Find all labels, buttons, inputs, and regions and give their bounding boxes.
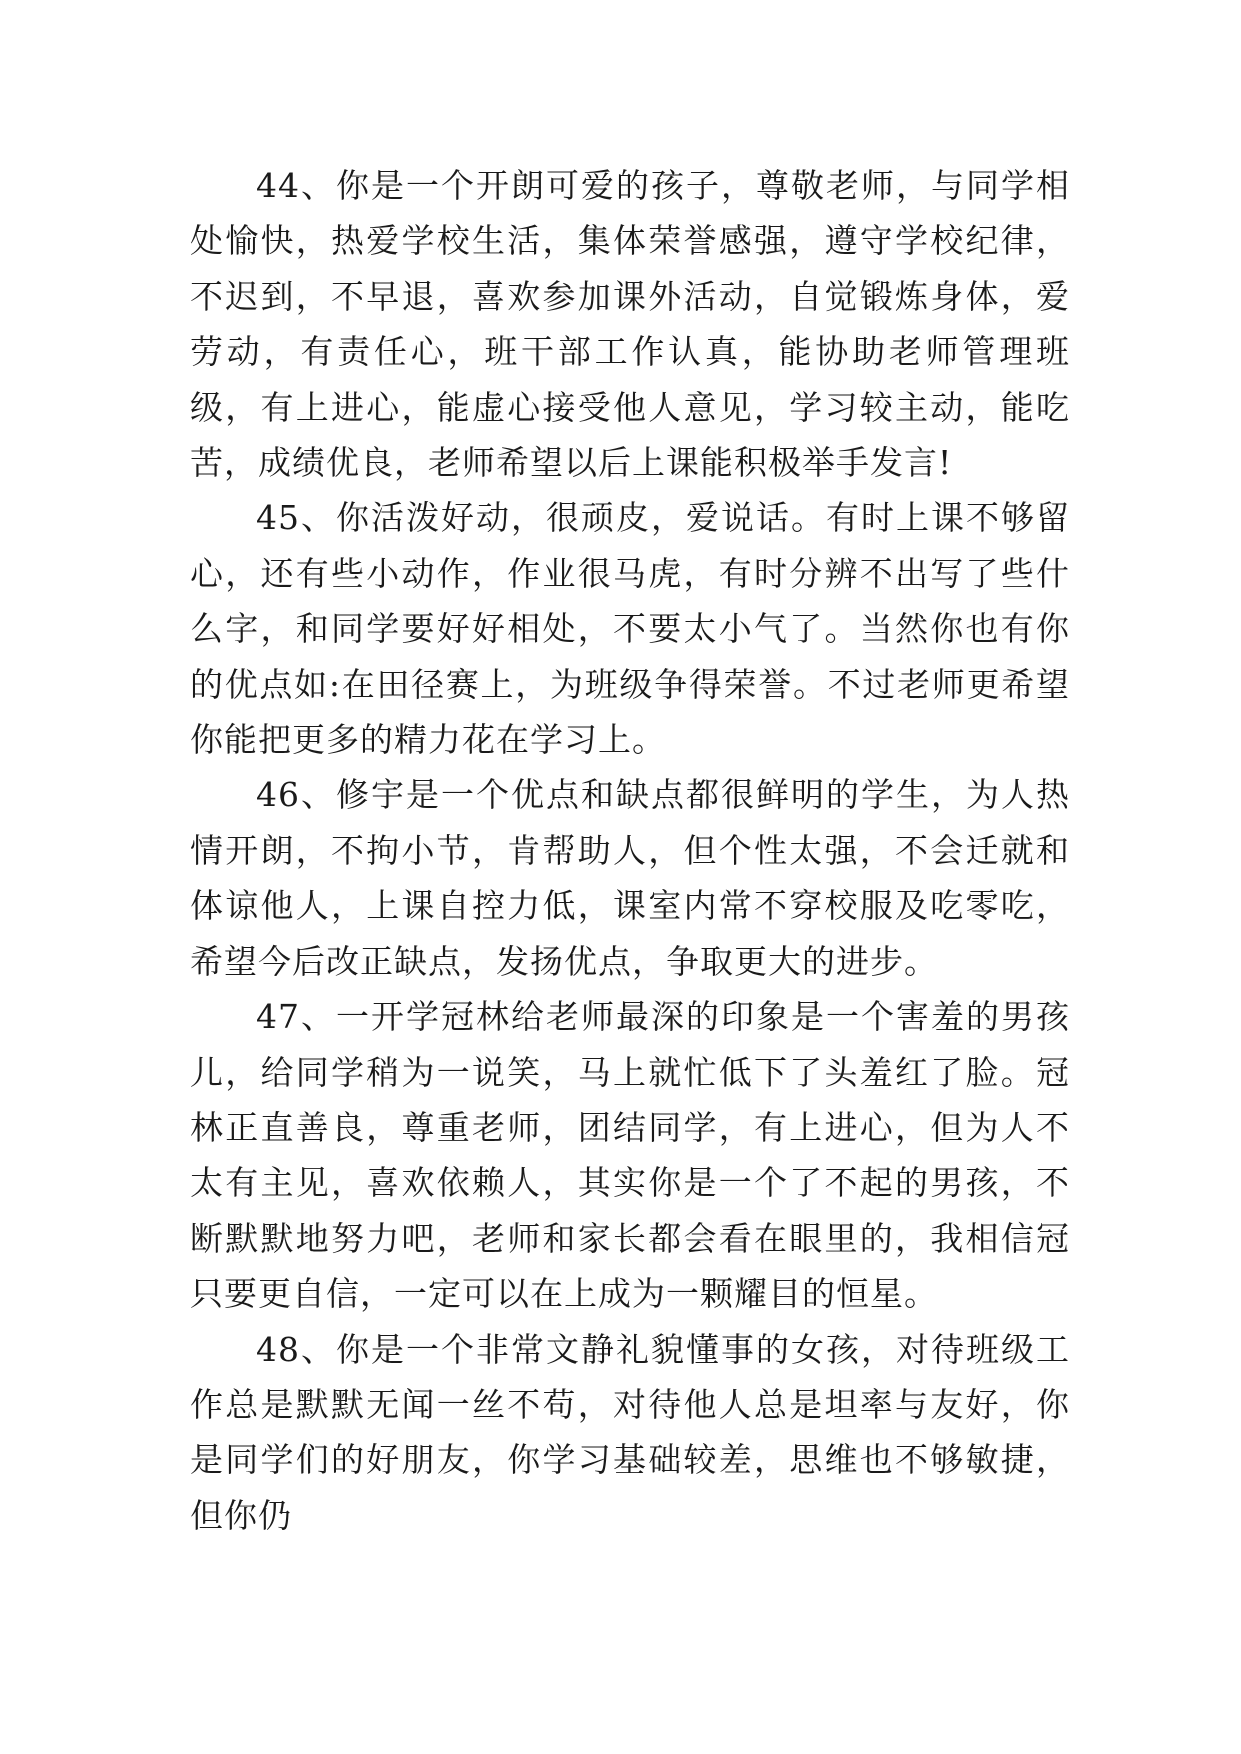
paragraph-45: 45、你活泼好动，很顽皮，爱说话。有时上课不够留心，还有些小动作，作业很马虎，有时分辨不出写了些什么字，和同学要好好相处，不要太小气了。当然你也有你的优点如:在田径赛上，为班级争得荣誉。不过老师更希望你能把更多的精力花在学习上。 [190,498,1070,760]
document-body [190,158,1070,1543]
paragraph-44: 44、你是一个开朗可爱的孩子，尊敬老师，与同学相处愉快，热爱学校生活，集体荣誉感强，遵守学校纪律，不迟到，不早退，喜欢参加课外活动，自觉锻炼身体，爱劳动，有责任心，班干部工作认真，能协助老师管理班级，有上进心，能虚心接受他人意见，学习较主动，能吃苦，成绩优良，老师希望以后上课能积极举手发言! [190,166,1070,483]
paragraph-46: 46、修宇是一个优点和缺点都很鲜明的学生，为人热情开朗，不拘小节，肯帮助人，但个性太强，不会迁就和体谅他人，上课自控力低，课室内常不穿校服及吃零吃，希望今后改正缺点，发扬优点，争取更大的进步。 [190,775,1070,981]
paragraph-48: 48、你是一个非常文静礼貌懂事的女孩，对待班级工作总是默默无闻一丝不苟，对待他人总是坦率与友好，你是同学们的好朋友，你学习基础较差，思维也不够敏捷，但你仍 [190,1329,1070,1535]
paragraph-47: 47、一开学冠林给老师最深的印象是一个害羞的男孩儿，给同学稍为一说笑，马上就忙低下了头羞红了脸。冠林正直善良，尊重老师，团结同学，有上进心，但为人不太有主见，喜欢依赖人，其实你是一个了不起的男孩，不断默默地努力吧，老师和家长都会看在眼里的，我相信冠只要更自信，一定可以在上成为一颗耀目的恒星。 [190,997,1070,1314]
